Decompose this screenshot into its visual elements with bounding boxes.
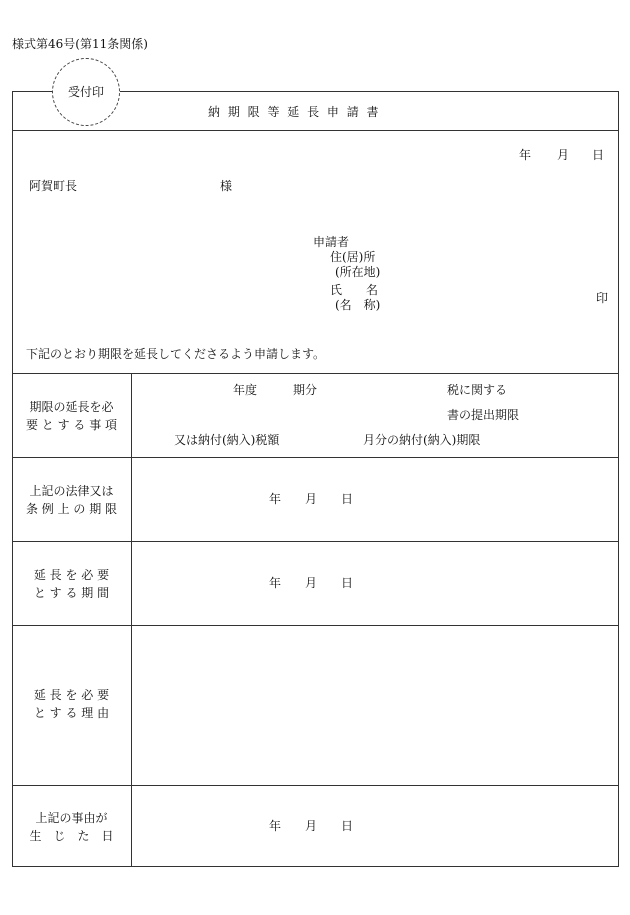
applicant-seal: 印 bbox=[596, 291, 609, 305]
applicant-heading: 申請者 bbox=[313, 235, 350, 249]
row-divider-2 bbox=[12, 457, 619, 458]
addressee-name: 阿賀町長 bbox=[29, 179, 78, 193]
extension-reason-field[interactable] bbox=[132, 626, 618, 784]
reason-date-year: 年 bbox=[269, 819, 282, 833]
date-year-label: 年 bbox=[519, 148, 532, 162]
form-title: 納 期 限 等 延 長 申 請 書 bbox=[208, 105, 381, 119]
reception-stamp bbox=[52, 58, 120, 126]
title-divider bbox=[12, 130, 619, 131]
tax-related-label: 税に関する bbox=[447, 383, 508, 397]
row-label-extension-period: 延 長 を 必 要 と す る 期 間 bbox=[33, 568, 110, 600]
applicant-address-label: 住(居)所 bbox=[330, 250, 376, 264]
row-label-reason-date: 上記の事由が 生 じ た 日 bbox=[29, 811, 114, 843]
row-divider-3 bbox=[12, 541, 619, 542]
extension-period-month: 月 bbox=[305, 576, 318, 590]
label-column-divider bbox=[131, 373, 132, 867]
row-label-legal-deadline: 上記の法律又は 条 例 上 の 期 限 bbox=[25, 484, 118, 516]
legal-deadline-month: 月 bbox=[305, 492, 318, 506]
tax-amount-label: 又は納付(納入)税額 bbox=[174, 433, 280, 447]
applicant-name-label: 氏 名 bbox=[330, 283, 379, 297]
extension-period-year: 年 bbox=[269, 576, 282, 590]
addressee-honorific: 様 bbox=[220, 179, 233, 193]
extension-period-day: 日 bbox=[341, 576, 354, 590]
fiscal-year-label: 年度 bbox=[233, 383, 258, 397]
request-statement: 下記のとおり期限を延長してくださるよう申請します。 bbox=[26, 347, 326, 361]
reason-date-day: 日 bbox=[341, 819, 354, 833]
date-day-label: 日 bbox=[592, 148, 605, 162]
reception-stamp-label: 受付印 bbox=[67, 85, 104, 99]
payment-deadline-label: 月分の納付(納入)期限 bbox=[363, 433, 481, 447]
applicant-name-sub: (名 称) bbox=[335, 298, 381, 312]
submission-deadline-label: 書の提出期限 bbox=[447, 408, 520, 422]
legal-deadline-day: 日 bbox=[341, 492, 354, 506]
reason-date-month: 月 bbox=[305, 819, 318, 833]
row-label-matters: 期限の延長を必 要 と す る 事 項 bbox=[25, 400, 118, 432]
applicant-address-sub: (所在地) bbox=[335, 265, 381, 279]
row-divider-1 bbox=[12, 373, 619, 374]
legal-deadline-year: 年 bbox=[269, 492, 282, 506]
date-month-label: 月 bbox=[557, 148, 570, 162]
form-number: 様式第46号(第11条関係) bbox=[12, 37, 148, 51]
row-label-extension-reason: 延 長 を 必 要 と す る 理 由 bbox=[33, 688, 110, 720]
row-divider-5 bbox=[12, 785, 619, 786]
period-label: 期分 bbox=[293, 383, 318, 397]
